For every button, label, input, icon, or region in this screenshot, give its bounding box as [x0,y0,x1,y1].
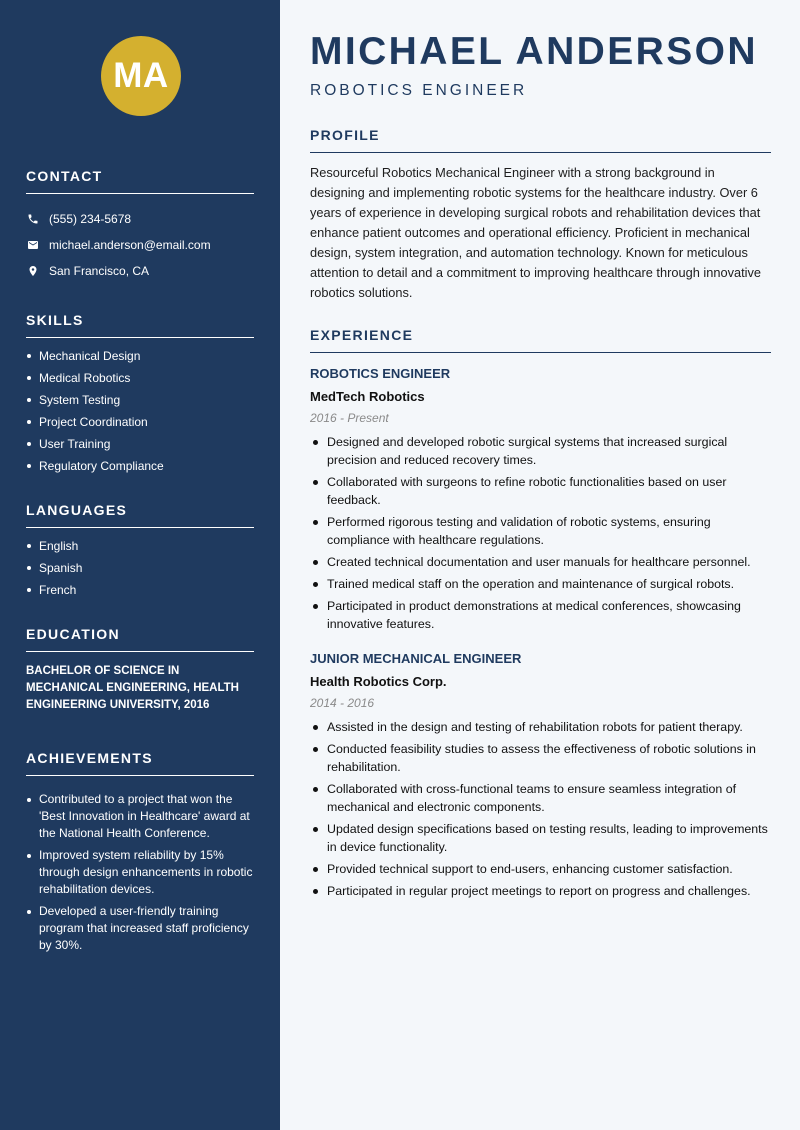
education-degree: BACHELOR OF SCIENCE IN MECHANICAL ENGINEERING, HEALTH ENGINEERING UNIVERSITY, 2016 [26,665,239,711]
skills-list [26,348,254,474]
experience-section [310,327,771,900]
email-text[interactable]: michael.anderson@email.com [49,238,211,252]
job-bullet: Updated design specifications based on testing results, leading to improvements in device functionality. [310,820,771,856]
job-entry [310,364,771,633]
skill-item: Medical Robotics [26,370,254,386]
job-bullet: Provided technical support to end-users, enhancing customer satisfaction. [310,860,771,878]
job-company: MedTech Robotics [310,389,425,404]
phone-icon [26,212,40,226]
job-bullet: Performed rigorous testing and validation of robotic systems, ensuring compliance with healthcare regulations. [310,513,771,549]
contact-phone [26,206,254,232]
job-bullet: Participated in product demonstrations at medical conferences, showcasing innovative features. [310,597,771,633]
mail-icon [26,238,40,252]
avatar-initials: MA [113,56,169,95]
job-title: ROBOTICS ENGINEER [310,366,451,381]
skills-section [26,312,254,474]
job-dates: 2016 - Present [310,411,389,425]
language-item: English [26,538,254,554]
skill-item: User Training [26,436,254,452]
achievement-item: Developed a user-friendly training program that increased staff proficiency by 30%. [26,903,254,954]
job-bullet: Created technical documentation and user manuals for healthcare personnel. [310,553,771,571]
achievement-item: Improved system reliability by 15% through design enhancements in robotic rehabilitation devices. [26,847,254,898]
skills-heading: SKILLS [26,312,254,338]
contact-heading: CONTACT [26,168,254,194]
job-entry [310,649,771,900]
language-item: Spanish [26,560,254,576]
location-text: San Francisco, CA [49,264,150,278]
job-bullet: Trained medical staff on the operation and maintenance of surgical robots. [310,575,771,593]
job-bullet: Assisted in the design and testing of rehabilitation robots for patient therapy. [310,718,771,736]
language-item: French [26,582,254,598]
location-pin-icon [26,264,40,278]
job-bullet: Designed and developed robotic surgical systems that increased surgical precision and reduced recovery times. [310,433,771,469]
skill-item: Project Coordination [26,414,254,430]
languages-heading: LANGUAGES [26,502,254,528]
job-dates: 2014 - 2016 [310,696,375,710]
job-bullet: Collaborated with surgeons to refine robotic functionalities based on user feedback. [310,473,771,509]
languages-section [26,502,254,598]
profile-section [310,127,771,303]
contact-section [26,168,254,284]
skill-item: System Testing [26,392,254,408]
education-section [26,626,254,714]
experience-heading: EXPERIENCE [310,327,771,353]
main-content [280,0,800,1130]
profile-heading: PROFILE [310,127,771,153]
skill-item: Mechanical Design [26,348,254,364]
job-bullet-list [310,433,771,633]
job-bullet-list [310,718,771,900]
achievements-list [26,791,254,954]
job-bullet: Conducted feasibility studies to assess the effectiveness of robotic solutions in rehabilitation. [310,740,771,776]
achievements-heading: ACHIEVEMENTS [26,750,254,776]
languages-list [26,538,254,598]
avatar [101,36,181,116]
job-bullet: Participated in regular project meetings to report on progress and challenges. [310,882,771,900]
education-heading: EDUCATION [26,626,254,652]
achievement-item: Contributed to a project that won the 'Best Innovation in Healthcare' award at the National Health Conference. [26,791,254,842]
job-company: Health Robotics Corp. [310,674,447,689]
job-bullet: Collaborated with cross-functional teams to ensure seamless integration of mechanical and electronic components. [310,780,771,816]
candidate-name: MICHAEL ANDERSON [310,30,758,73]
sidebar [0,0,280,1130]
skill-item: Regulatory Compliance [26,458,254,474]
job-title: JUNIOR MECHANICAL ENGINEER [310,651,522,666]
profile-text: Resourceful Robotics Mechanical Engineer with a strong background in designing and implementing robotic systems for the healthcare industry. Over 6 years of experience in developing surgical robots and rehabilitation devices that enhance patient outcomes and operational efficiency. Proficient in mechanical design, system integration, and automation technology. Known for meticulous attention to detail and a commitment to improving healthcare through innovative robotics solutions. [310,165,761,300]
contact-email [26,232,254,258]
phone-text[interactable]: (555) 234-5678 [49,212,132,226]
achievements-section [26,750,254,954]
contact-location [26,258,254,284]
job-title-header: ROBOTICS ENGINEER [310,82,528,99]
contact-list [26,206,254,284]
